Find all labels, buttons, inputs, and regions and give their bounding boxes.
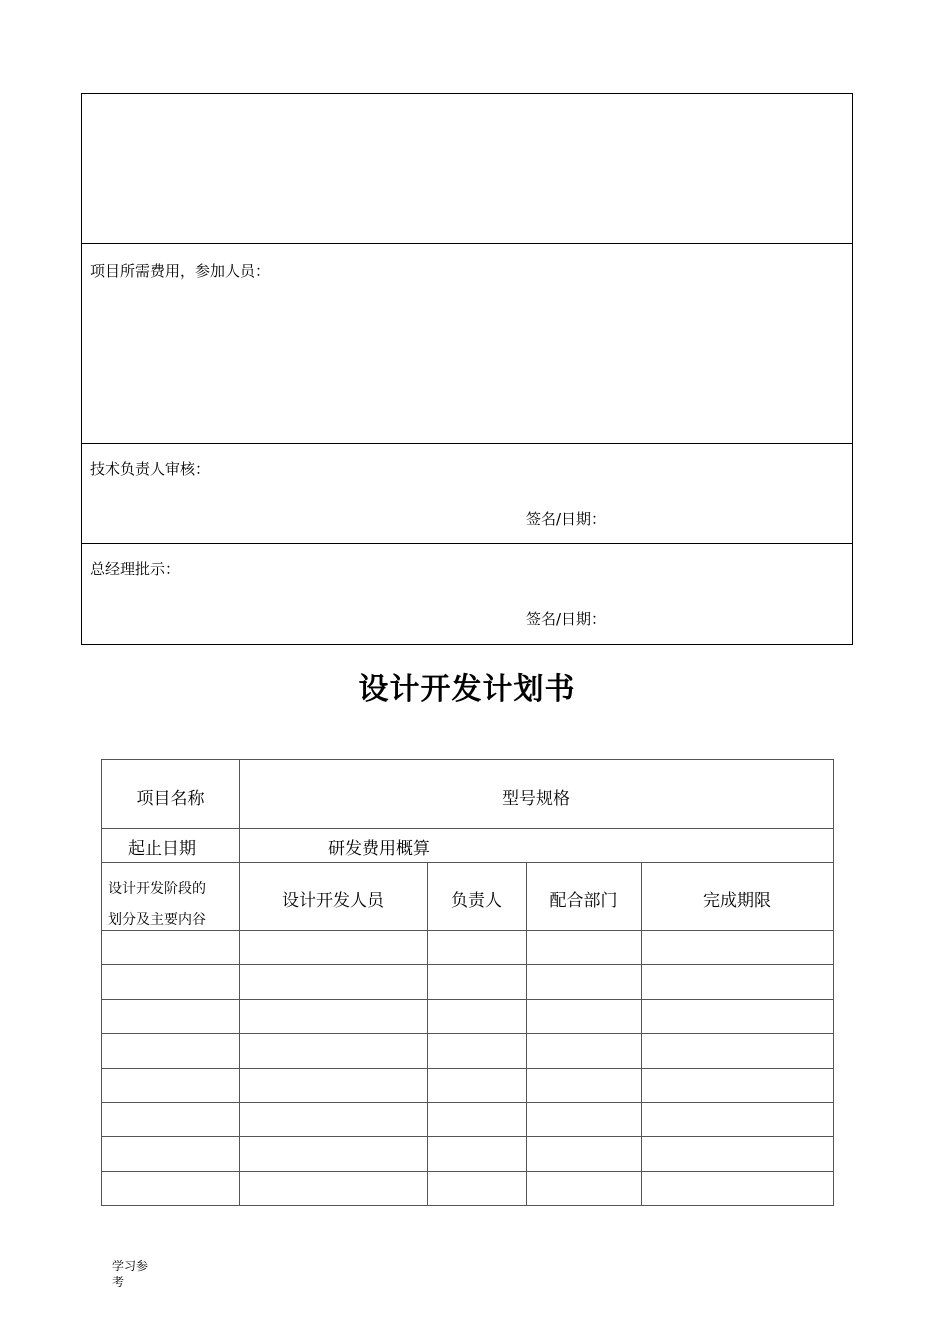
table-row xyxy=(102,1171,833,1172)
column-header-owner: 负责人 xyxy=(451,891,502,911)
tech-review-section xyxy=(82,443,852,544)
form-blank-section xyxy=(82,94,852,243)
table-row xyxy=(102,1136,833,1137)
stage-label-line1: 设计开发阶段的 xyxy=(108,881,206,897)
gm-approval-label: 总经理批示： xyxy=(90,560,181,578)
gm-approval-sign-date-label: 签名/日期： xyxy=(526,610,607,628)
table-row xyxy=(102,1033,833,1034)
column-header-department: 配合部门 xyxy=(549,891,618,911)
table-row xyxy=(102,964,833,965)
project-name-label: 项目名称 xyxy=(136,789,205,809)
tech-review-label: 技术负责人审核： xyxy=(90,460,211,478)
approval-form xyxy=(81,93,853,645)
table-row xyxy=(102,1102,833,1103)
table-divider xyxy=(102,930,833,931)
budget-label: 研发费用概算 xyxy=(328,839,430,859)
table-divider xyxy=(102,828,833,829)
tech-review-sign-date-label: 签名/日期： xyxy=(526,510,607,528)
table-row xyxy=(102,1068,833,1069)
column-header-developers: 设计开发人员 xyxy=(282,891,384,911)
table-divider xyxy=(239,760,240,1205)
stage-label-line2: 划分及主要内谷 xyxy=(108,912,206,928)
table-row xyxy=(102,999,833,1000)
cost-personnel-section xyxy=(82,243,852,444)
page-title: 设计开发计划书 xyxy=(358,672,576,707)
start-end-date-label: 起止日期 xyxy=(128,839,196,859)
gm-approval-section xyxy=(82,543,852,644)
cost-personnel-label: 项目所需费用，参加人员： xyxy=(90,262,271,280)
footer-note: 学习参考 xyxy=(112,1259,149,1289)
table-divider xyxy=(102,862,833,863)
plan-table xyxy=(101,759,834,1206)
column-header-deadline: 完成期限 xyxy=(703,891,771,911)
model-spec-label: 型号规格 xyxy=(502,789,570,809)
